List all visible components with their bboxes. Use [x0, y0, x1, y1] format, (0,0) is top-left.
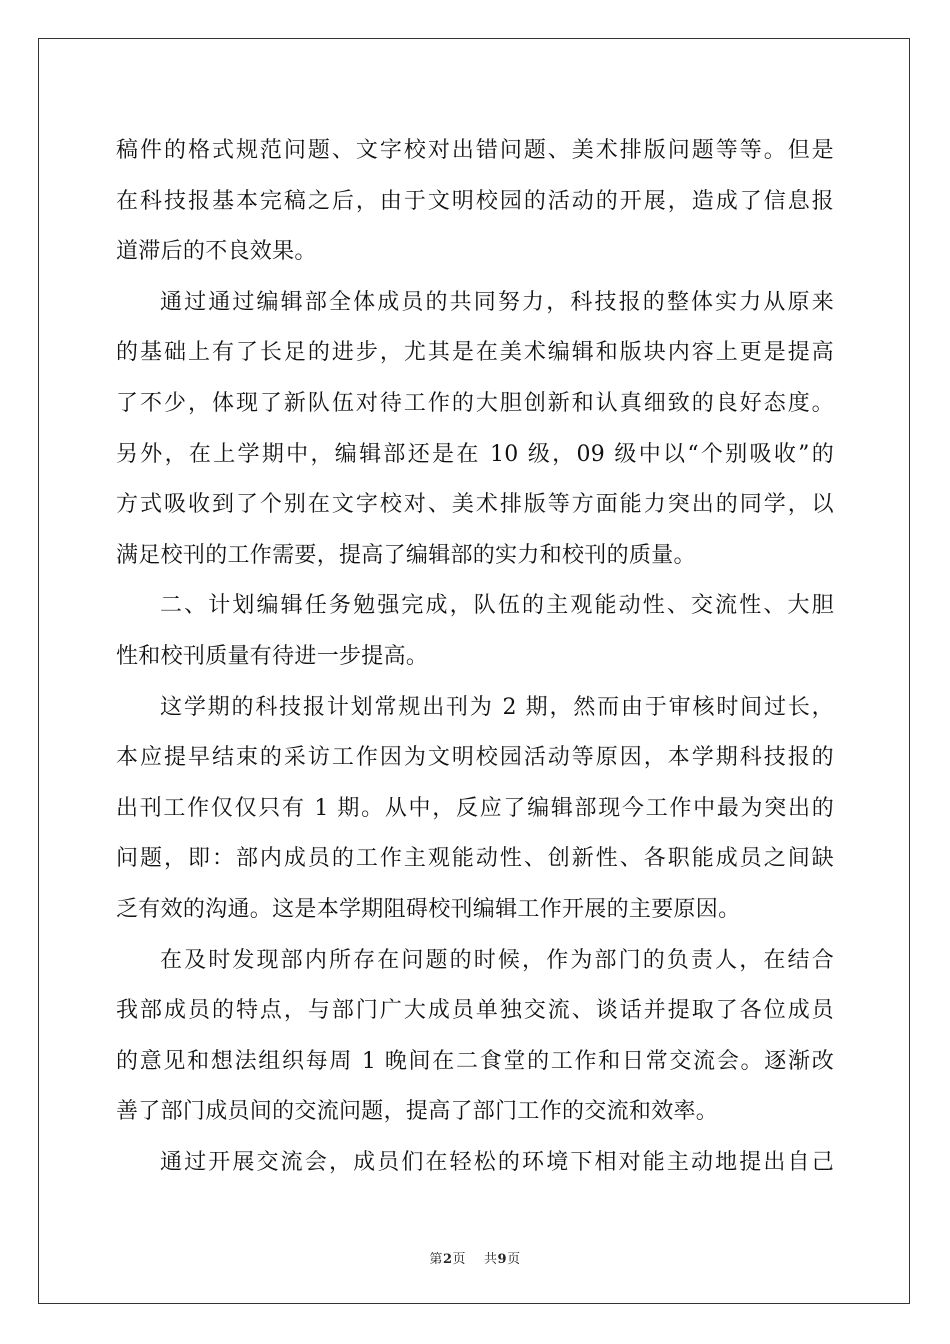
text-line: 的意见和想法组织每周 1 晚间在二食堂的工作和日常交流会。逐渐改: [116, 1048, 834, 1074]
page-number: 2: [442, 1252, 453, 1267]
text-line: 出刊工作仅仅只有 1 期。从中，反应了编辑部现今工作中最为突出的: [116, 795, 834, 821]
total-suffix: 页: [507, 1252, 521, 1267]
paragraph-first-line: 通过通过编辑部全体成员的共同努力，科技报的整体实力从原来: [160, 289, 834, 315]
text-line: 性和校刊质量有待进一步提高。: [116, 643, 429, 669]
text-line: 另外，在上学期中，编辑部还是在 10 级，09 级中以“个别吸收”的: [116, 441, 834, 467]
text-line: 方式吸收到了个别在文字校对、美术排版等方面能力突出的同学，以: [116, 492, 834, 518]
paragraph-first-line: 通过开展交流会，成员们在轻松的环境下相对能主动地提出自己: [160, 1149, 834, 1175]
page-suffix: 页: [452, 1252, 466, 1267]
text-line: 满足校刊的工作需要，提高了编辑部的实力和校刊的质量。: [116, 542, 696, 568]
document-body: [116, 126, 834, 1188]
text-line: 问题，即：部内成员的工作主观能动性、创新性、各职能成员之间缺: [116, 846, 834, 872]
text-line: 了不少，体现了新队伍对待工作的大胆创新和认真细致的良好态度。: [116, 390, 834, 416]
paragraph-first-line: 这学期的科技报计划常规出刊为 2 期，然而由于审核时间过长，: [160, 694, 834, 720]
paragraph-first-line: 在及时发现部内所存在问题的时候，作为部门的负责人，在结合: [160, 947, 834, 973]
total-prefix: 共: [484, 1252, 498, 1267]
text-line: 善了部门成员间的交流问题，提高了部门工作的交流和效率。: [116, 1099, 719, 1125]
text-line: 在科技报基本完稿之后，由于文明校园的活动的开展，造成了信息报: [116, 188, 834, 214]
text-line: 的基础上有了长足的进步，尤其是在美术编辑和版块内容上更是提高: [116, 340, 834, 366]
paragraph-first-line: 二、计划编辑任务勉强完成，队伍的主观能动性、交流性、大胆: [160, 593, 834, 619]
page-prefix: 第: [429, 1252, 443, 1267]
text-line: 本应提早结束的采访工作因为文明校园活动等原因，本学期科技报的: [116, 745, 834, 771]
text-line: 道滞后的不良效果。: [116, 239, 317, 265]
text-line: 我部成员的特点，与部门广大成员单独交流、谈话并提取了各位成员: [116, 998, 834, 1024]
total-pages: 9: [497, 1252, 508, 1267]
text-line: 稿件的格式规范问题、文字校对出错问题、美术排版问题等等。但是: [116, 138, 834, 163]
page-footer: [0, 1248, 950, 1267]
text-line: 乏有效的沟通。这是本学期阻碍校刊编辑工作开展的主要原因。: [116, 896, 741, 922]
